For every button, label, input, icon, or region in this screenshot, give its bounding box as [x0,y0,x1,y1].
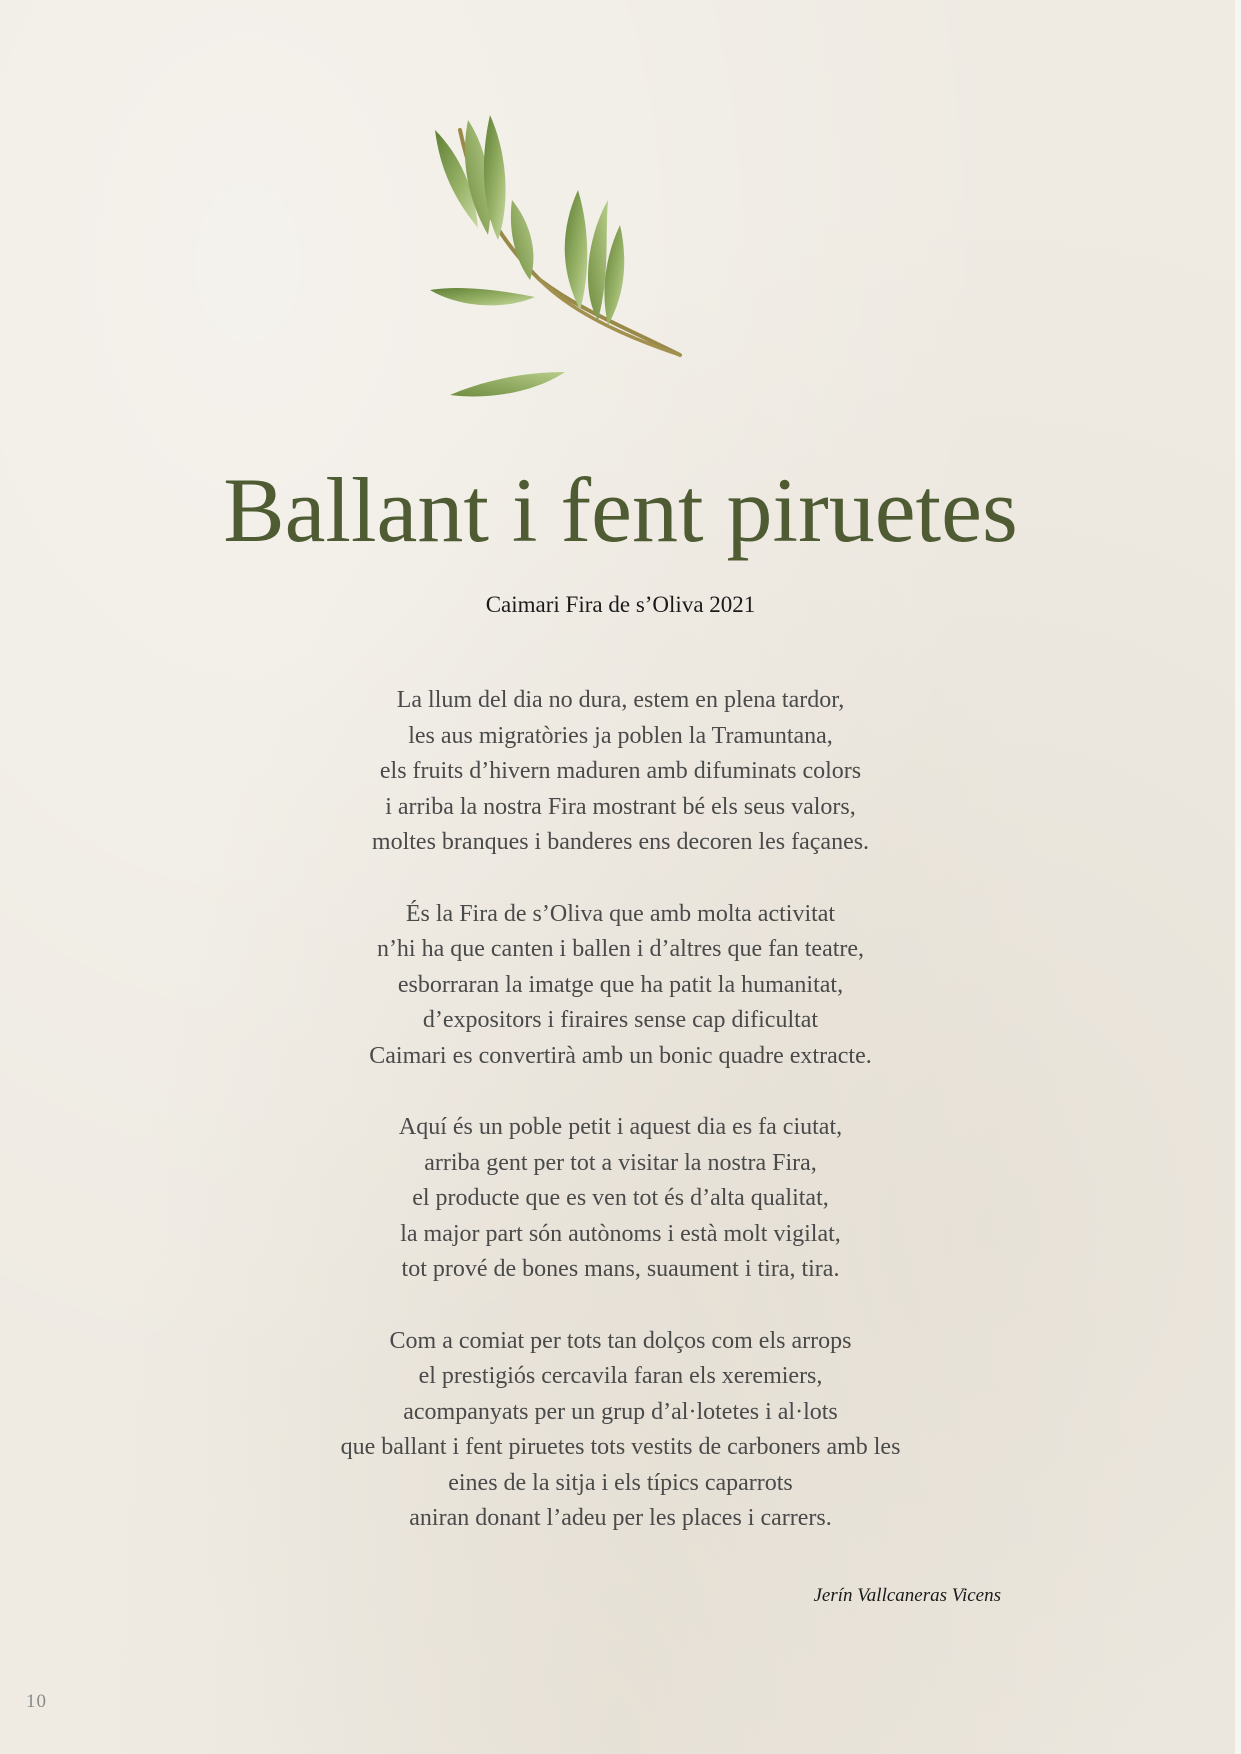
olive-branch-icon [430,110,770,410]
stanza [0,1110,1241,1288]
poem-line: eines de la sitja i els típics caparrots [448,1469,793,1496]
poem-line: Caimari es convertirà amb un bonic quadre extracte. [369,1042,872,1069]
poem-line: És la Fira de s’Oliva que amb molta activitat [405,900,836,927]
poem-line: La llum del dia no dura, estem en plena tardor, [396,687,845,713]
poem-line: aniran donant l’adeu per les places i carrers. [409,1505,832,1531]
poem-line: esborraran la imatge que ha patit la humanitat, [397,971,844,998]
poem-line: d’expositors i firaires sense cap dificultat [422,1007,819,1033]
page-number: 10 [26,1691,47,1712]
poem-title: Ballant i fent piruetes [223,459,1018,561]
stanza [0,683,1241,861]
poem-line: els fruits d’hivern maduren amb difuminats colors [379,758,862,784]
poem-line: Aquí és un poble petit i aquest dia es fa ciutat, [398,1114,843,1140]
poem-body [0,683,1241,1573]
poem-line: que ballant i fent piruetes tots vestits de carboners amb les [340,1434,901,1460]
poem-line: el producte que es ven tot és d’alta qualitat, [412,1185,829,1211]
poem-line: les aus migratòries ja poblen la Tramuntana, [408,722,833,749]
author-signature: Jerín Vallcaneras Vicens [813,1585,1001,1606]
poem-subtitle: Caimari Fira de s’Oliva 2021 [485,592,756,617]
poem-line: arriba gent per tot a visitar la nostra Fira, [424,1149,817,1176]
poem-line: Com a comiat per tots tan dolços com els arrops [389,1327,852,1354]
poem-line: acompanyats per un grup d’al·lotetes i al·lots [403,1398,838,1425]
poem-line: la major part són autònoms i està molt vigilat, [400,1220,841,1247]
poem-line: tot prové de bones mans, suaument i tira, tira. [401,1256,840,1282]
stanza [0,1324,1241,1537]
poem-line: i arriba la nostra Fira mostrant bé els seus valors, [385,793,856,820]
poem-line: n’hi ha que canten i ballen i d’altres que fan teatre, [376,936,865,962]
stanza [0,897,1241,1075]
poem-line: el prestigiós cercavila faran els xeremiers, [418,1363,823,1389]
poem-line: moltes branques i banderes ens decoren les façanes. [371,829,870,855]
